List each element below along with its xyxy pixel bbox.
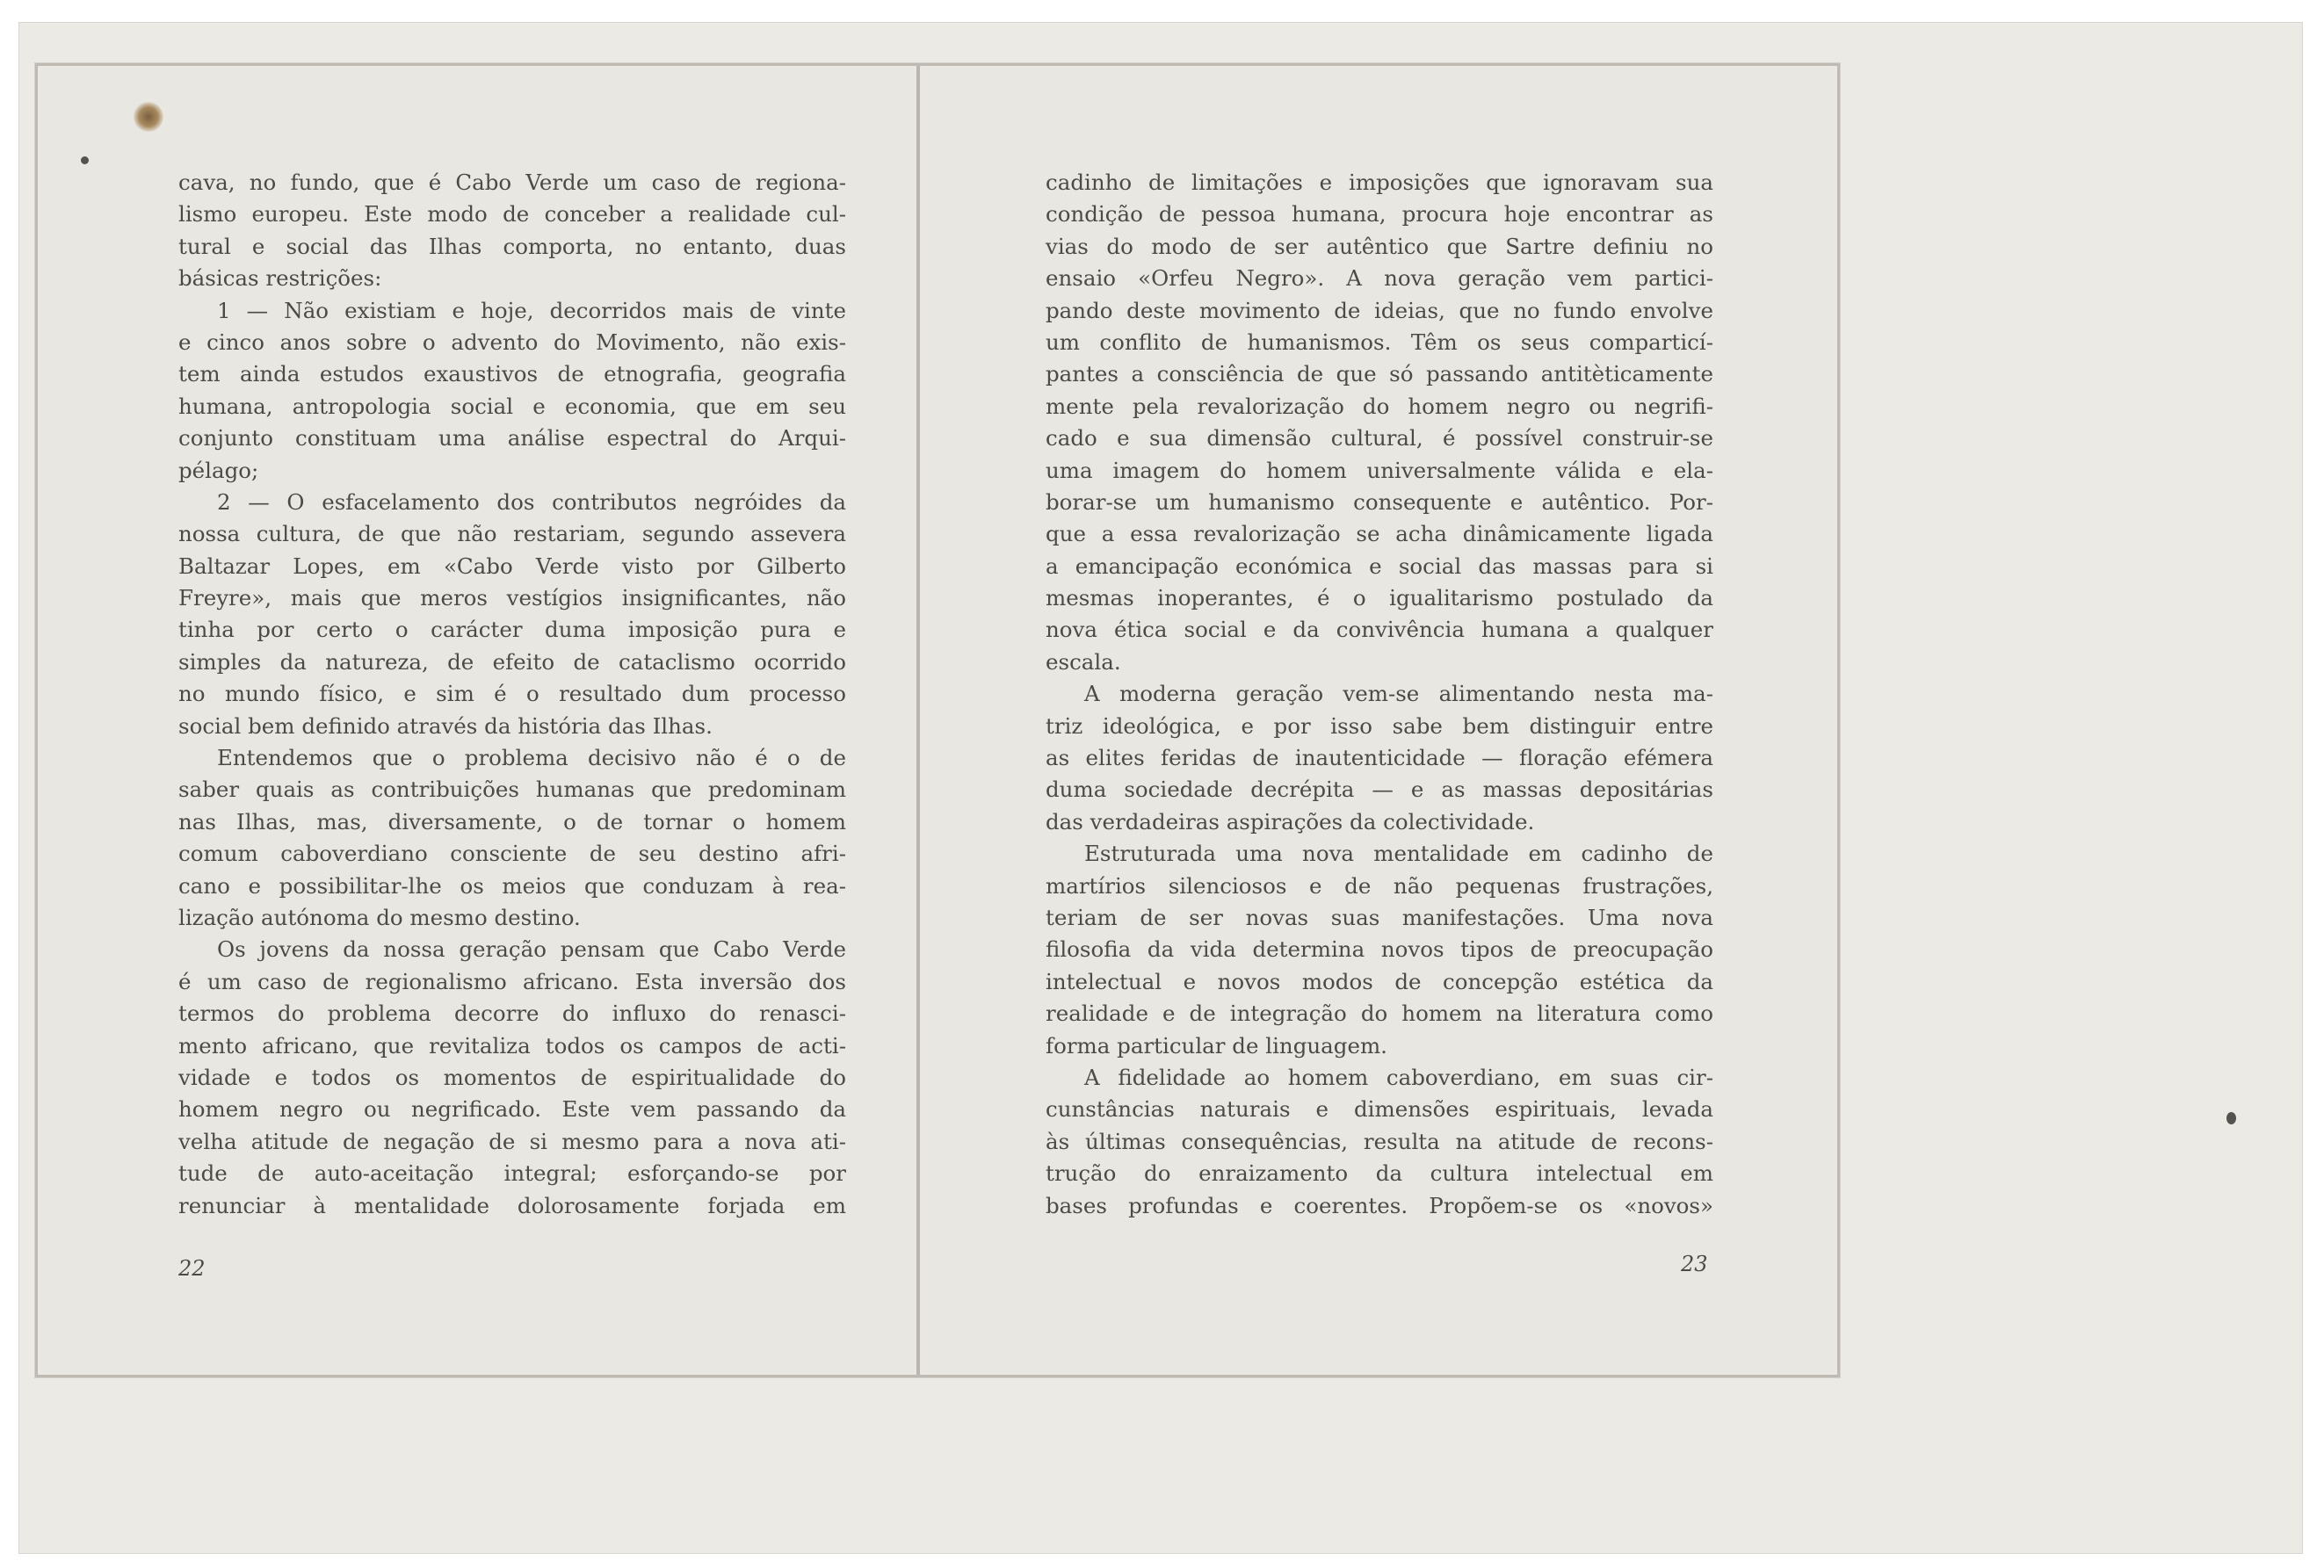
text-line: duma sociedade decrépita — e as massas depositárias	[1046, 777, 1713, 803]
text-line: 1 — Não existiam e hoje, decorridos mais de vinte	[217, 297, 846, 323]
text-line: teriam de ser novas suas manifestações. Uma nova	[1046, 904, 1713, 930]
text-line: pando deste movimento de ideias, que no fundo envolve	[1046, 297, 1713, 323]
text-line: trução do enraizamento da cultura intelectual em	[1046, 1160, 1713, 1187]
text-line: saber quais as contribuições humanas que predominam	[178, 777, 846, 803]
text-line: comum caboverdiano consciente de seu destino afri-	[178, 841, 846, 867]
text-line: uma imagem do homem universalmente válida e ela-	[1046, 457, 1713, 483]
text-line: cado e sua dimensão cultural, é possível construir-se	[1046, 425, 1713, 452]
text-line: A fidelidade ao homem caboverdiano, em suas cir-	[1084, 1064, 1713, 1090]
text-line: escala.	[1046, 648, 1121, 675]
text-line: filosofia da vida determina novos tipos de preocupação	[1046, 936, 1713, 963]
text-line: e cinco anos sobre o advento do Movimento, não exis-	[178, 329, 846, 355]
text-line: renunciar à mentalidade dolorosamente forjada em	[178, 1192, 846, 1218]
text-line: conjunto constituam uma análise espectral do Arqui-	[178, 425, 846, 452]
photo-paper	[19, 23, 2302, 1553]
text-line: nova ética social e da convivência humana a qualquer	[1046, 617, 1713, 643]
text-line: às últimas consequências, resulta na atitude de recons-	[1046, 1128, 1713, 1154]
text-line: borar-se um humanismo consequente e autêntico. Por-	[1046, 488, 1713, 515]
text-line: realidade e de integração do homem na literatura como	[1046, 1001, 1713, 1027]
page-number-right: 23	[1681, 1252, 1708, 1276]
text-line: vidade e todos os momentos de espiritualidade do	[178, 1064, 846, 1090]
text-line: martírios silenciosos e de não pequenas frustrações,	[1046, 872, 1713, 899]
text-line: mento africano, que revitaliza todos os campos de acti-	[178, 1032, 846, 1059]
text-line: 2 — O esfacelamento dos contributos negróides da	[217, 488, 846, 515]
text-line: simples da natureza, de efeito de cataclismo ocorrido	[178, 648, 846, 675]
text-line: Estruturada uma nova mentalidade em cadinho de	[1084, 841, 1713, 867]
text-line: das verdadeiras aspirações da colectividade.	[1046, 808, 1535, 835]
text-line: Os jovens da nossa geração pensam que Cabo Verde	[217, 936, 846, 963]
text-line: lização autónoma do mesmo destino.	[178, 904, 581, 930]
text-line: homem negro ou negrificado. Este vem passando da	[178, 1096, 846, 1123]
text-line: mesmas inoperantes, é o igualitarismo postulado da	[1046, 585, 1713, 611]
text-line: mente pela revalorização do homem negro ou negrifi-	[1046, 393, 1713, 419]
text-line: triz ideológica, e por isso sabe bem distinguir entre	[1046, 712, 1713, 739]
text-line: nossa cultura, de que não restariam, segundo assevera	[178, 521, 846, 547]
book-gutter	[916, 66, 920, 1375]
text-line: cava, no fundo, que é Cabo Verde um caso de regiona-	[178, 170, 846, 195]
text-line: a emancipação económica e social das massas para si	[1046, 553, 1713, 579]
text-line: no mundo físico, e sim é o resultado dum processo	[178, 681, 846, 707]
text-line: cadinho de limitações e imposições que ignoravam sua	[1046, 170, 1713, 195]
ink-speck	[81, 156, 89, 164]
text-line: bases profundas e coerentes. Propõem-se os «novos»	[1046, 1192, 1713, 1218]
text-line: intelectual e novos modos de concepção estética da	[1046, 968, 1713, 994]
text-line: tude de auto-aceitação integral; esforçando-se por	[178, 1160, 846, 1187]
book-spread	[35, 63, 1840, 1377]
text-line: Freyre», mais que meros vestígios insignificantes, não	[178, 585, 846, 611]
text-line: tinha por certo o carácter duma imposição pura e	[178, 617, 846, 643]
text-line: A moderna geração vem-se alimentando nesta ma-	[1084, 681, 1713, 707]
text-line: condição de pessoa humana, procura hoje encontrar as	[1046, 201, 1713, 228]
page-number-left: 22	[178, 1256, 206, 1281]
text-line: tem ainda estudos exaustivos de etnografia, geografia	[178, 361, 846, 387]
text-line: nas Ilhas, mas, diversamente, o de tornar o homem	[178, 808, 846, 835]
text-line: as elites feridas de inautenticidade — floração efémera	[1046, 745, 1713, 771]
text-line: pantes a consciência de que só passando antitèticamente	[1046, 361, 1713, 387]
text-line: Entendemos que o problema decisivo não é o de	[217, 745, 846, 771]
text-line: é um caso de regionalismo africano. Esta inversão dos	[178, 968, 846, 994]
right-page-text	[1046, 167, 1713, 1222]
text-line: lismo europeu. Este modo de conceber a realidade cul-	[178, 201, 846, 228]
text-line: que a essa revalorização se acha dinâmicamente ligada	[1046, 521, 1713, 547]
left-page-text	[178, 167, 846, 1222]
text-line: pélago;	[178, 457, 259, 483]
text-line: social bem definido através da história das Ilhas.	[178, 712, 713, 739]
text-line: termos do problema decorre do influxo do renasci-	[178, 1001, 846, 1027]
text-line: forma particular de linguagem.	[1046, 1032, 1387, 1059]
text-line: Baltazar Lopes, em «Cabo Verde visto por Gilberto	[178, 553, 846, 579]
rust-stain	[134, 102, 163, 132]
ink-speck	[2226, 1112, 2236, 1124]
text-line: básicas restrições:	[178, 265, 382, 292]
text-line: humana, antropologia social e economia, que em seu	[178, 393, 846, 419]
text-line: cano e possibilitar-lhe os meios que conduzam à rea-	[178, 872, 846, 899]
text-line: ensaio «Orfeu Negro». A nova geração vem partici-	[1046, 265, 1713, 292]
text-line: tural e social das Ilhas comporta, no entanto, duas	[178, 233, 846, 259]
text-line: um conflito de humanismos. Têm os seus comparticí-	[1046, 329, 1713, 355]
text-line: cunstâncias naturais e dimensões espirituais, levada	[1046, 1096, 1713, 1123]
text-line: vias do modo de ser autêntico que Sartre definiu no	[1046, 233, 1713, 259]
text-line: velha atitude de negação de si mesmo para a nova ati-	[178, 1128, 846, 1154]
